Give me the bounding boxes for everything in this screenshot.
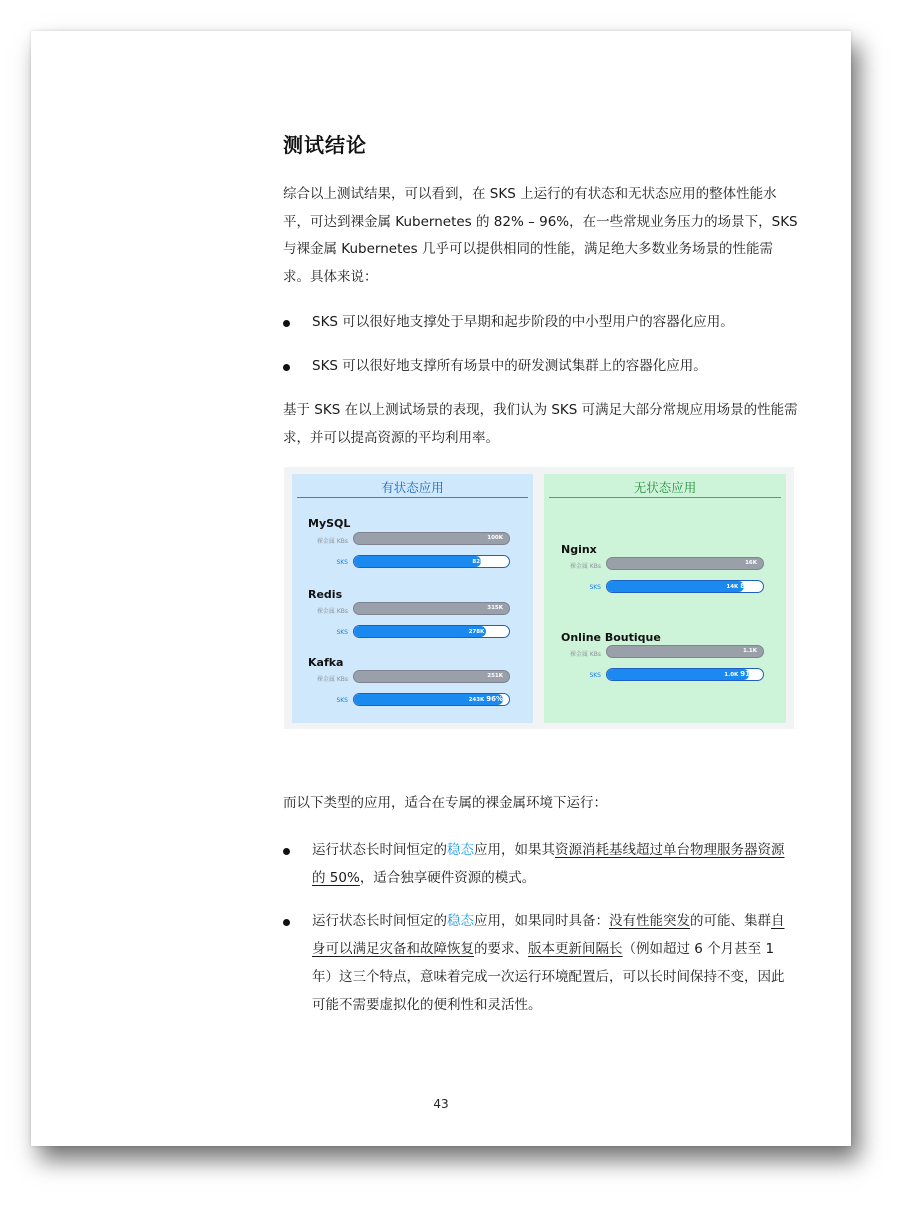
- performance-figure: [284, 467, 794, 729]
- stateless-panel-title: 无状态应用: [633, 480, 697, 495]
- baseline-value: 16K: [745, 560, 757, 566]
- sks-bar: [606, 580, 764, 593]
- underlined-term: 资源消耗基线超过单台物理服务器资源的 50%: [312, 842, 785, 886]
- sks-value-abs: 14K: [726, 584, 739, 590]
- sks-bar-fill: [607, 581, 744, 592]
- baseline-label: 裸金属 KBs: [316, 538, 348, 545]
- baseline-value: 1.1K: [742, 648, 757, 654]
- baseline-bar: [353, 602, 510, 615]
- sks-percent: 82%: [486, 557, 503, 565]
- baseline-bar: [353, 532, 510, 545]
- sks-label: SKS: [589, 584, 601, 591]
- bullet-icon: [283, 320, 290, 327]
- sks-percent: 91%: [740, 670, 757, 678]
- bullet-icon: [283, 848, 290, 855]
- sks-value: [472, 556, 503, 568]
- text-span: 应用，如果其: [474, 842, 555, 858]
- text-span: 运行状态长时间恒定的: [312, 913, 447, 929]
- text-span: 的要求、: [474, 941, 528, 957]
- text-span: 应用，如果同时具备：: [474, 913, 609, 929]
- sks-label: SKS: [336, 629, 348, 636]
- stateless-panel: [544, 474, 786, 723]
- sks-label: SKS: [336, 559, 348, 566]
- section-title: 测试结论: [283, 133, 367, 157]
- sks-value: [469, 694, 503, 706]
- highlight-term: 稳态: [447, 913, 474, 929]
- baseline-bar-fill: [607, 646, 763, 657]
- sks-percent: 96%: [486, 695, 503, 703]
- list-item-text: SKS 可以很好地支撑所有场景中的研发测试集群上的容器化应用。: [312, 358, 707, 374]
- text-span: 的可能、集群: [690, 913, 771, 929]
- sks-value: [469, 626, 503, 638]
- stateful-panel: [292, 474, 533, 723]
- baseline-value: 315K: [487, 605, 503, 611]
- baseline-label: 裸金属 KBs: [569, 563, 601, 570]
- sks-percent: 88%: [740, 582, 757, 590]
- panel-divider: [549, 497, 781, 498]
- highlight-term: 稳态: [447, 842, 474, 858]
- text-span: （例如超过 6 个月甚至 1 年）这三个特点，意味着完成一次运行环境配置后，可以长时间保持不变，因此可能不需要虚拟化的便利性和灵活性。: [312, 941, 785, 1013]
- text-span: ，适合独享硬件资源的模式。: [359, 870, 536, 886]
- baseline-bar: [353, 670, 510, 683]
- underlined-term: 自身可以满足灾备和故障恢复: [312, 913, 785, 957]
- sks-bar-fill: [354, 626, 486, 637]
- stateful-panel-title: 有状态应用: [381, 480, 444, 495]
- intro-paragraph: 综合以上测试结果，可以看到，在 SKS 上运行的有状态和无状态应用的整体性能水平，可达到裸金属 Kubernetes 的 82% – 96%，在一些常规业务压力的场景下，SKS 与裸金属 Kubernetes 几乎可以提供相同的性能，满足绝大多数业务场景的性能需求。具体来说：: [283, 186, 798, 285]
- baseline-label: 裸金属 KBs: [316, 608, 348, 615]
- document-page: [31, 31, 851, 1146]
- baseline-bar: [606, 557, 764, 570]
- sks-percent: 85%: [486, 627, 503, 635]
- baseline-bar: [606, 645, 764, 658]
- sks-bar: [353, 693, 510, 706]
- sks-value-abs: 82K: [472, 559, 485, 565]
- list-item-text: SKS 可以很好地支撑处于早期和起步阶段的中小型用户的容器化应用。: [312, 314, 734, 330]
- sks-value-abs: 278K: [468, 629, 485, 635]
- sks-value-abs: 1.0K: [724, 672, 739, 678]
- sks-bar: [353, 625, 510, 638]
- baseline-value: 251K: [487, 673, 503, 679]
- baseline-bar-fill: [607, 558, 763, 569]
- app-name-online-boutique: Online Boutique: [561, 631, 661, 644]
- panel-divider: [297, 497, 528, 498]
- sks-label: SKS: [589, 672, 601, 679]
- sks-bar: [606, 668, 764, 681]
- bullet-icon: [283, 919, 290, 926]
- baseline-bar-fill: [354, 533, 509, 544]
- app-name-mysql: MySQL: [308, 517, 351, 530]
- baseline-label: 裸金属 KBs: [569, 651, 601, 658]
- sks-value: [724, 669, 757, 681]
- baseline-bar-fill: [354, 671, 509, 682]
- baseline-value: 100K: [487, 535, 503, 541]
- app-name-kafka: Kafka: [308, 656, 344, 669]
- text-span: 运行状态长时间恒定的: [312, 842, 447, 858]
- sks-value-abs: 243K: [468, 697, 485, 703]
- bullet-icon: [283, 364, 290, 371]
- sks-label: SKS: [336, 697, 348, 704]
- app-name-nginx: Nginx: [561, 543, 597, 556]
- app-name-redis: Redis: [308, 588, 343, 601]
- baseline-bar-fill: [354, 603, 509, 614]
- summary-paragraph: 基于 SKS 在以上测试场景的表现，我们认为 SKS 可满足大部分常规应用场景的性能需求，并可以提高资源的平均利用率。: [283, 402, 798, 446]
- baseline-label: 裸金属 KBs: [316, 676, 348, 683]
- list-item-text: [312, 836, 792, 892]
- underlined-term: 版本更新间隔长: [528, 941, 623, 957]
- underlined-term: 没有性能突发: [609, 913, 690, 929]
- sks-value: [726, 581, 757, 593]
- sks-bar-fill: [354, 556, 481, 567]
- sks-bar: [353, 555, 510, 568]
- list-item-text: [312, 907, 792, 1019]
- bare-metal-paragraph: 而以下类型的应用，适合在专属的裸金属环境下运行：: [283, 795, 607, 811]
- page-number: 43: [433, 1097, 449, 1111]
